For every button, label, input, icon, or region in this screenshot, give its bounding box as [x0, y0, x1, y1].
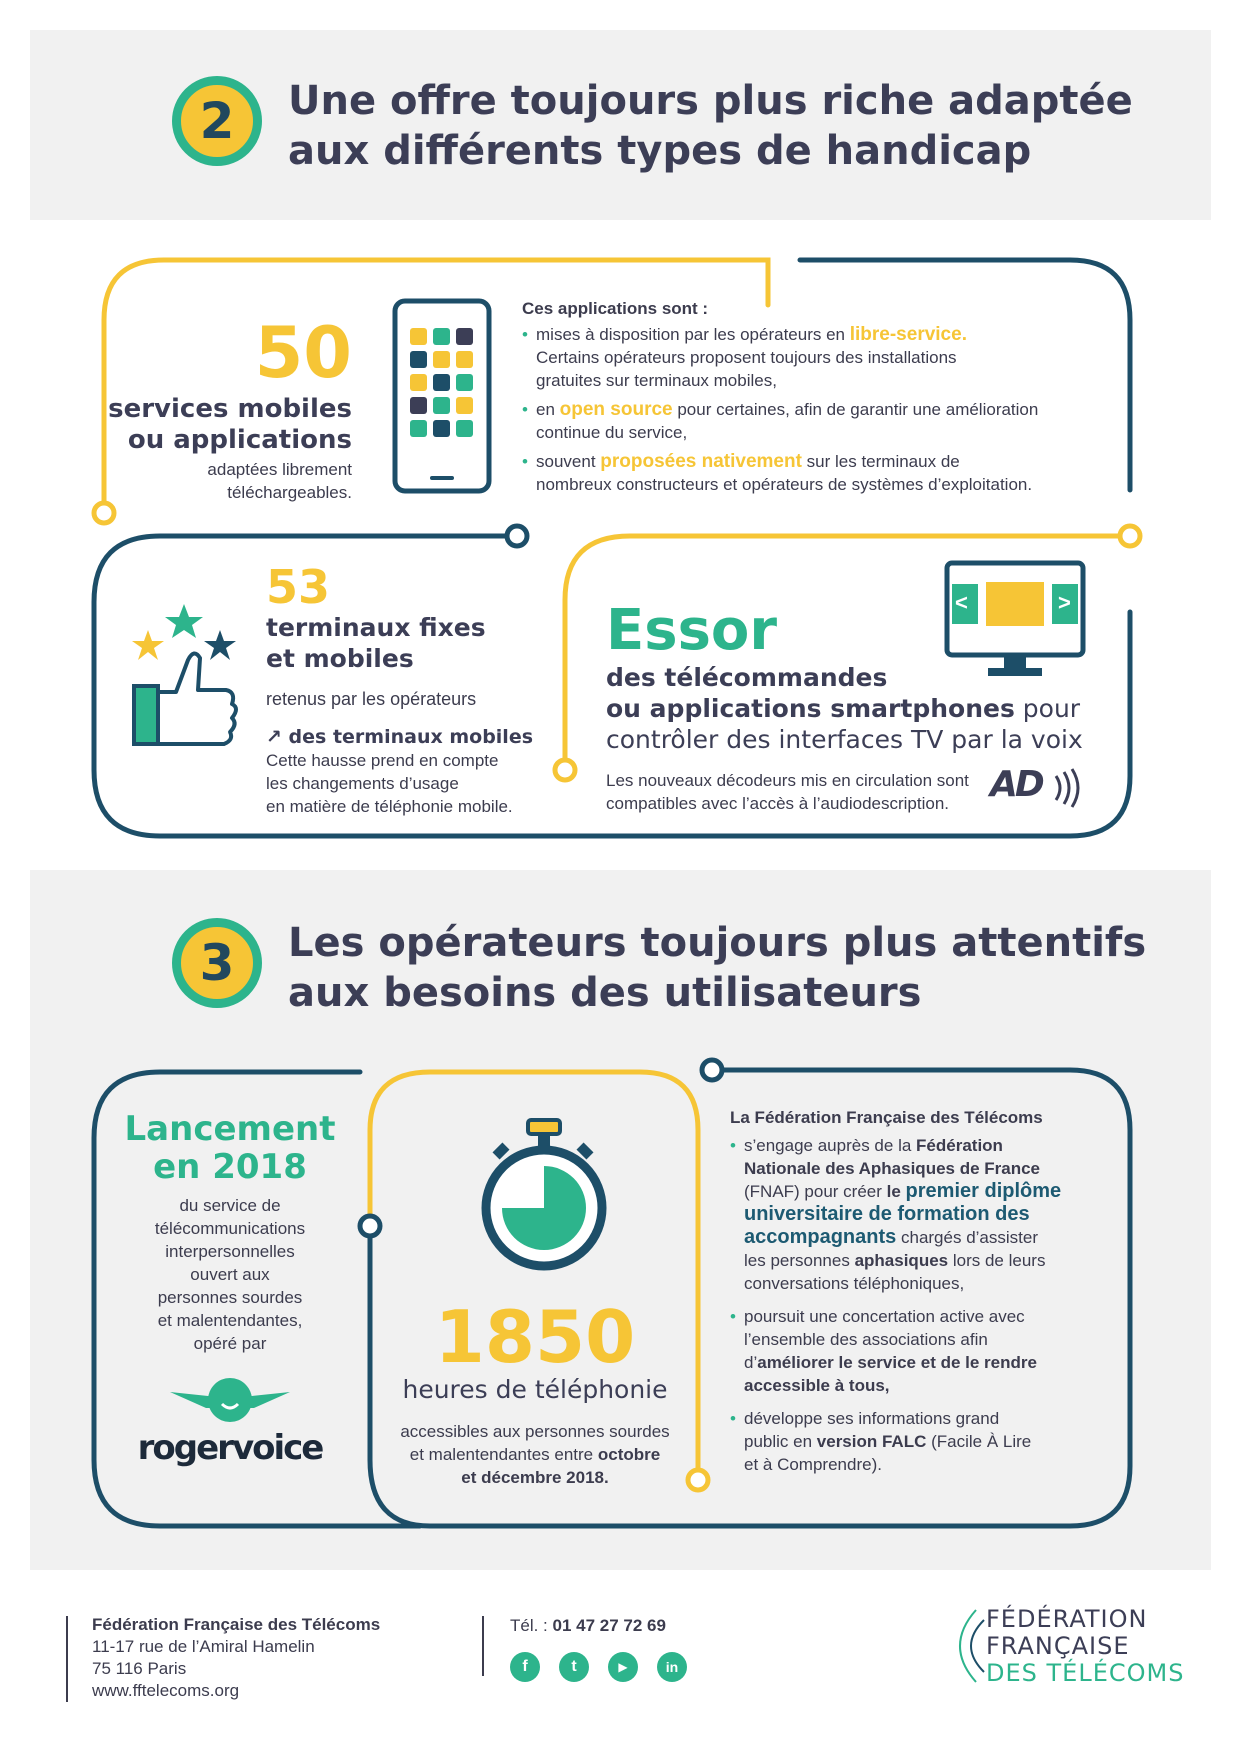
- open-source-highlight: open source: [559, 399, 673, 420]
- fft-item-2-line3-bold: améliorer le service et de le rendre: [757, 1353, 1037, 1372]
- fft-item-3-line2-bold: version FALC: [816, 1432, 927, 1451]
- launch-line-2: télécommunications: [154, 1219, 306, 1238]
- hours-line-2-bold: octobre: [597, 1445, 661, 1464]
- fft-item-1-pre: s’engage auprès de la: [744, 1136, 917, 1155]
- fft-item-3-line2-pre: public en: [744, 1432, 817, 1451]
- remote-line-2-rest: pour: [1014, 694, 1081, 723]
- hours-label: heures de téléphonie: [402, 1375, 668, 1404]
- launch-title-1: Lancement: [124, 1109, 336, 1149]
- audiodescription-logo-text: AD: [990, 764, 1042, 805]
- launch-line-6: et malentendantes,: [157, 1311, 303, 1330]
- twitter-icon[interactable]: t: [559, 1652, 589, 1682]
- section2-title: [288, 76, 1133, 176]
- remote-line-1: des télécommandes: [606, 663, 888, 692]
- diploma-highlight: premier diplôme: [905, 1180, 1062, 1202]
- section2-number: 2: [172, 76, 262, 166]
- terminals-arrow-label: ↗ des terminaux mobiles: [266, 726, 534, 748]
- hours-block: [380, 1295, 690, 1489]
- terminals-label-1: terminaux fixes: [266, 613, 486, 642]
- footer-phone-number: 01 47 27 72 69: [552, 1616, 666, 1635]
- stopwatch-icon: [478, 1116, 608, 1276]
- section3-title-line2: aux besoins des utilisateurs: [288, 970, 922, 1016]
- apps-list-item-2-post: pour certaines, afin de garantir une amélioration: [672, 400, 1039, 419]
- footer-org: Fédération Française des Télécoms: [92, 1615, 381, 1634]
- hours-line-2-pre: et malentendantes entre: [409, 1445, 598, 1464]
- fft-item-3: [730, 1407, 1110, 1476]
- apps-list-item-2: [522, 398, 1102, 444]
- audiodescription-logo: [990, 764, 1042, 805]
- footer-phone-label: Tél. :: [510, 1616, 553, 1635]
- fft-item-3-line3: et à Comprendre).: [744, 1455, 882, 1474]
- launch-line-3: interpersonnelles: [165, 1242, 295, 1261]
- apps-list-item-3-post: sur les terminaux de: [801, 452, 960, 471]
- fft-logo: [986, 1606, 1184, 1687]
- fft-logo-line-1: FÉDÉRATION: [986, 1605, 1148, 1633]
- terminals-text-3: en matière de téléphonie mobile.: [266, 797, 513, 816]
- launch-block: [110, 1110, 350, 1355]
- apps-list-item-1-line3: gratuites sur terminaux mobiles,: [536, 371, 777, 390]
- hours-line-1: accessibles aux personnes sourdes: [400, 1422, 670, 1441]
- fft-item-3-line1: développe ses informations grand: [744, 1409, 1000, 1428]
- smartphone-icon: [392, 298, 492, 494]
- natively-highlight: proposées nativement: [600, 451, 802, 472]
- fft-item-1-line7: conversations téléphoniques,: [744, 1274, 965, 1293]
- launch-line-4: ouvert aux: [190, 1265, 270, 1284]
- terminals-number: 53: [266, 560, 331, 614]
- fft-heading: La Fédération Française des Télécoms: [730, 1108, 1043, 1127]
- terminals-text-2: les changements d’usage: [266, 774, 459, 793]
- fft-item-2: [730, 1305, 1110, 1397]
- footer-phone: [510, 1614, 666, 1637]
- apps-list-item-1-text: mises à disposition par les opérateurs en: [536, 325, 850, 344]
- rogervoice-brand: rogervoice: [137, 1428, 323, 1468]
- tv-right-arrow: >: [1058, 590, 1071, 615]
- tv-left-arrow: <: [955, 590, 968, 615]
- apps-list-item-3-line2: nombreux constructeurs et opérateurs de systèmes d’exploitation.: [536, 475, 1033, 494]
- sound-waves-icon: [1052, 768, 1082, 808]
- footer-divider-mid: [482, 1616, 484, 1676]
- remote-desc-2: compatibles avec l’accès à l’audiodescription.: [606, 794, 950, 813]
- section2-title-line2: aux différents types de handicap: [288, 128, 1032, 174]
- fft-item-1-bold: Fédération: [916, 1136, 1003, 1155]
- apps-block: [108, 312, 352, 504]
- fft-item-1-line5-post: chargés d’assister: [896, 1228, 1038, 1247]
- fft-item-3-line2-post: (Facile À Lire: [926, 1432, 1032, 1451]
- star-icon: [165, 604, 203, 638]
- apps-list-item-3: [522, 450, 1102, 496]
- launch-line-1: du service de: [179, 1196, 281, 1215]
- terminals-label-2: et mobiles: [266, 644, 414, 673]
- launch-title-2: en 2018: [153, 1147, 307, 1187]
- star-icon: [132, 630, 164, 660]
- linkedin-icon[interactable]: in: [657, 1652, 687, 1682]
- apps-label-1: services mobiles: [108, 394, 352, 424]
- fft-item-1-line6-pre: les personnes: [744, 1251, 855, 1270]
- footer-address: [92, 1614, 380, 1702]
- fft-item-2-line2: l’ensemble des associations afin: [744, 1330, 988, 1349]
- footer-addr-1: 11-17 rue de l’Amiral Hamelin: [92, 1637, 315, 1656]
- apps-sub-2: téléchargeables.: [227, 483, 352, 502]
- apps-list-item-2-line2: continue du service,: [536, 423, 688, 442]
- libre-service-highlight: libre-service.: [849, 324, 967, 345]
- remote-title: Essor: [606, 598, 778, 663]
- fft-logo-line-2: FRANÇAISE: [986, 1632, 1130, 1660]
- terminals-block: [266, 562, 533, 818]
- fft-item-2-line1: poursuit une concertation active avec: [744, 1307, 1025, 1326]
- launch-line-5: personnes sourdes: [157, 1288, 303, 1307]
- fft-item-1-line3-pre: (FNAF) pour créer: [744, 1182, 887, 1201]
- star-icon: [204, 630, 236, 660]
- apps-list-item-1-line2: Certains opérateurs proposent toujours des installations: [536, 348, 957, 367]
- fft-item-1-line4: universitaire de formation des: [744, 1203, 1030, 1225]
- launch-line-7: opéré par: [193, 1334, 267, 1353]
- hours-number: 1850: [434, 1295, 636, 1379]
- fft-item-2-line4: accessible à tous,: [744, 1376, 890, 1395]
- fft-block: [730, 1106, 1110, 1476]
- fft-item-1-line6-bold: aphasiques: [854, 1251, 949, 1270]
- fft-item-1-line6-post: lors de leurs: [948, 1251, 1046, 1270]
- apps-sub-1: adaptées librement: [207, 460, 352, 479]
- youtube-icon[interactable]: ▶: [608, 1652, 638, 1682]
- terminals-text-1: Cette hausse prend en compte: [266, 751, 499, 770]
- hours-line-2: [380, 1443, 690, 1466]
- apps-label-2: ou applications: [127, 425, 352, 455]
- facebook-icon[interactable]: f: [510, 1652, 540, 1682]
- footer-website-link[interactable]: www.fftelecoms.org: [92, 1681, 240, 1700]
- section2-title-line1: Une offre toujours plus riche adaptée: [288, 78, 1133, 124]
- fft-item-1-line2: Nationale des Aphasiques de France: [744, 1159, 1041, 1178]
- apps-list-item-1: [522, 323, 1102, 392]
- footer-divider-left: [66, 1616, 68, 1702]
- apps-list-item-2-pre: en: [536, 400, 560, 419]
- fft-logo-arcs-icon: [940, 1606, 990, 1686]
- apps-list-heading: Ces applications sont :: [522, 299, 709, 318]
- fft-item-2-line3-pre: d’: [744, 1353, 758, 1372]
- fft-item-1-line3-bold: le: [886, 1182, 906, 1201]
- apps-number: 50: [254, 312, 352, 394]
- footer-addr-2: 75 116 Paris: [92, 1659, 187, 1678]
- section3-number: 3: [172, 918, 262, 1008]
- section3-title: [288, 918, 1146, 1018]
- fft-item-1: [730, 1134, 1110, 1295]
- terminals-retained: retenus par les opérateurs: [266, 689, 477, 709]
- remote-line-2: [606, 693, 1083, 724]
- remote-line-3: contrôler des interfaces TV par la voix: [606, 725, 1083, 754]
- fft-item-1-line5-hl: accompagnants: [744, 1226, 897, 1248]
- remote-line-2-bold: ou applications smartphones: [606, 694, 1015, 723]
- apps-list: [522, 297, 1102, 496]
- section3-title-line1: Les opérateurs toujours plus attentifs: [288, 920, 1147, 966]
- thumbs-up-icon: [128, 600, 248, 750]
- hours-line-3: et décembre 2018.: [461, 1468, 609, 1487]
- remote-desc-1: Les nouveaux décodeurs mis en circulation sont: [606, 771, 969, 790]
- fft-logo-line-3: DES TÉLÉCOMS: [986, 1659, 1185, 1687]
- rogervoice-logo-icon: [170, 1368, 290, 1426]
- apps-list-item-3-pre: souvent: [536, 452, 601, 471]
